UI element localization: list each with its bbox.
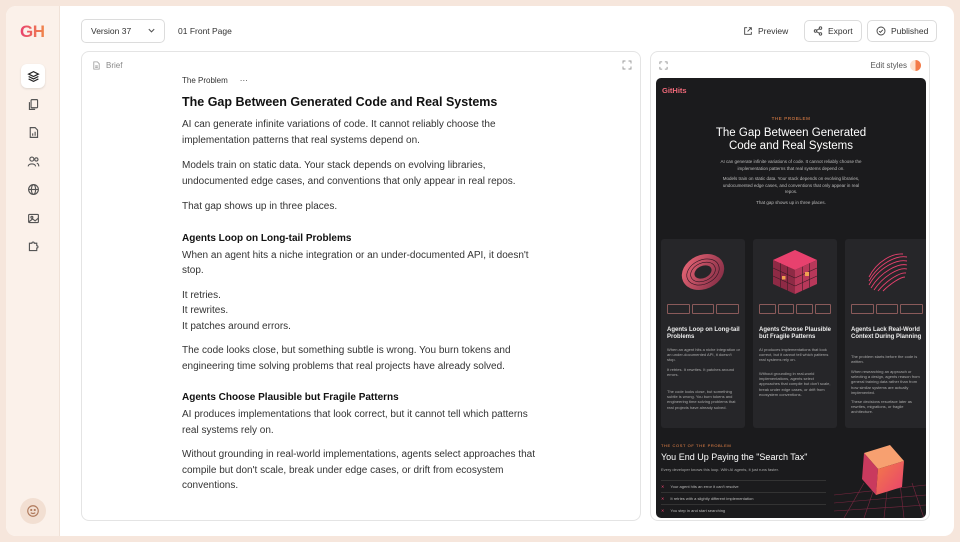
brief-tab[interactable] bbox=[92, 61, 122, 70]
tax-subtitle: Every developer knows this loop. With AI agents, it just runs faster. bbox=[661, 467, 779, 472]
document-icon bbox=[92, 61, 101, 70]
section-label: The Problem bbox=[182, 76, 228, 85]
card-text: When researching an approach or selecting a design, agents reason from general training data rather than from how similar systems are actually implemented. bbox=[851, 369, 920, 395]
paragraph: Models train on static data. Your stack depends on evolving libraries, undocumented edge cases, and conventions that only appear in real repos. bbox=[182, 160, 516, 187]
card-title: Agents Lack Real-World Context During Planning bbox=[851, 327, 922, 340]
preview-label: Preview bbox=[758, 26, 789, 36]
hero-lead: AI can generate infinite variations of code. It cannot reliably choose the implementation patterns that real systems depend on. bbox=[720, 159, 862, 171]
globe-icon[interactable] bbox=[21, 177, 45, 201]
card-text: The code looks close, but something subtle is wrong. You burn tokens and engineering time solving problems that real projects have already solved. bbox=[667, 389, 736, 410]
published-button[interactable] bbox=[867, 20, 937, 42]
style-swatch-icon[interactable] bbox=[910, 60, 921, 71]
card-text: When an agent hits a niche integration or an under-documented API, it doesn't stop. bbox=[667, 347, 740, 363]
card-strip bbox=[667, 304, 739, 314]
paragraph: Without grounding in real-world implementations, agents select approaches that compile but don't scale, break under edge cases, or drift from ecosystem conventions. bbox=[182, 449, 535, 491]
x-icon: ✕ bbox=[661, 495, 665, 501]
section-label-row bbox=[182, 76, 542, 85]
problem-cards bbox=[661, 239, 921, 429]
card-text: The problem starts before the code is written. bbox=[851, 354, 918, 365]
file-chart-icon[interactable] bbox=[21, 120, 45, 144]
torus-illustration bbox=[661, 239, 745, 305]
brief-label: Brief bbox=[106, 61, 123, 70]
edit-styles-button[interactable]: Edit styles bbox=[870, 61, 907, 70]
external-link-icon bbox=[743, 26, 753, 36]
paragraph: It rewrites. bbox=[182, 305, 229, 316]
paragraph: AI produces implementations that look correct, but it cannot tell which patterns real systems rely on. bbox=[182, 409, 528, 436]
x-icon: ✕ bbox=[661, 483, 665, 489]
expand-icon[interactable] bbox=[622, 60, 632, 70]
section-heading: Agents Choose Plausible but Fragile Patterns bbox=[182, 392, 399, 403]
tax-row-text: Your agent hits an error it can't resolve bbox=[670, 483, 739, 489]
users-icon[interactable] bbox=[21, 149, 45, 173]
layers-icon[interactable] bbox=[21, 64, 45, 88]
cube-grid-illustration bbox=[753, 239, 837, 305]
check-circle-icon bbox=[876, 26, 886, 36]
breadcrumb[interactable]: 01 Front Page bbox=[178, 26, 232, 36]
card-title: Agents Choose Plausible but Fragile Patterns bbox=[759, 327, 832, 340]
card-strip bbox=[851, 304, 923, 314]
hero-title: The Gap Between Generated Code and Real Systems bbox=[715, 127, 867, 152]
tax-row bbox=[661, 492, 826, 503]
top-bar bbox=[60, 6, 954, 52]
tax-row-text: It retries with a slightly different implementation bbox=[670, 495, 754, 501]
tax-row-text: You step in and start searching bbox=[670, 507, 726, 513]
version-label: Version 37 bbox=[91, 26, 132, 36]
preview-pane bbox=[650, 51, 930, 521]
x-icon: ✕ bbox=[661, 507, 665, 513]
chevron-down-icon bbox=[147, 26, 156, 35]
preview-button[interactable] bbox=[735, 20, 796, 42]
paragraph: It retries. bbox=[182, 289, 221, 301]
puzzle-icon[interactable] bbox=[21, 234, 45, 258]
smiley-icon[interactable] bbox=[20, 498, 46, 524]
version-select[interactable] bbox=[81, 19, 165, 43]
card-title: Agents Loop on Long-tail Problems bbox=[667, 327, 740, 340]
export-button[interactable] bbox=[804, 20, 862, 42]
app-window bbox=[6, 6, 954, 536]
card-strip bbox=[759, 304, 831, 314]
document-body[interactable] bbox=[182, 76, 542, 494]
paragraph: It patches around errors. bbox=[182, 320, 291, 332]
copy-icon[interactable] bbox=[21, 92, 45, 116]
paragraph: When an agent hits a niche integration or an under-documented API, it doesn't stop. bbox=[182, 249, 529, 276]
tax-title: You End Up Paying the "Search Tax" bbox=[661, 452, 808, 462]
tax-row bbox=[661, 480, 826, 491]
card-text: AI produces implementations that look correct, but it cannot tell which patterns real systems rely on. bbox=[759, 347, 829, 363]
hero-eyebrow: THE PROBLEM bbox=[771, 116, 811, 121]
card-text: Without grounding in real-world implementations, agents select approaches that compile but don't scale, break under edge cases, or drift from ecosystem conventions. bbox=[759, 371, 831, 397]
left-rail bbox=[6, 6, 60, 536]
hero-lead: That gap shows up in three places. bbox=[756, 199, 826, 205]
card-text: It retries. It rewrites. It patches around errors. bbox=[667, 367, 735, 378]
site-preview[interactable] bbox=[656, 78, 926, 518]
paragraph: That gap shows up in three places. bbox=[182, 201, 338, 212]
editor-pane bbox=[81, 51, 641, 521]
problem-card bbox=[753, 239, 837, 428]
tax-row bbox=[661, 504, 826, 515]
more-options-icon[interactable]: ··· bbox=[239, 76, 248, 85]
paragraph: The code looks close, but something subtle is wrong. You burn tokens and engineering time solving problems that real projects have already solved. bbox=[182, 345, 511, 372]
expand-icon[interactable] bbox=[659, 61, 668, 70]
site-hero bbox=[656, 116, 926, 206]
published-label: Published bbox=[891, 26, 929, 36]
site-brand: GitHits bbox=[662, 86, 687, 95]
hero-lead: Models train on static data. Your stack depends on evolving libraries, undocumented edge cases, and conventions that only appear in real repos. bbox=[722, 176, 860, 194]
card-text: These decisions resurface later as rewrites, migrations, or fragile architecture. bbox=[851, 399, 912, 415]
problem-card bbox=[661, 239, 745, 428]
wave-sphere-illustration bbox=[845, 239, 926, 305]
preview-header bbox=[651, 52, 929, 78]
search-tax-section bbox=[656, 435, 831, 518]
section-heading: Agents Loop on Long-tail Problems bbox=[182, 232, 352, 244]
image-icon[interactable] bbox=[21, 206, 45, 230]
share-icon bbox=[813, 26, 823, 36]
export-label: Export bbox=[828, 26, 853, 36]
document-title: The Gap Between Generated Code and Real Systems bbox=[182, 95, 498, 109]
paragraph: AI can generate infinite variations of code. It cannot reliably choose the implementation patterns that real systems depend on. bbox=[182, 119, 496, 146]
tax-eyebrow: THE COST OF THE PROBLEM bbox=[661, 443, 732, 448]
app-logo[interactable]: GH bbox=[20, 22, 45, 41]
glowing-cube-illustration bbox=[834, 435, 926, 518]
problem-card bbox=[845, 239, 926, 428]
